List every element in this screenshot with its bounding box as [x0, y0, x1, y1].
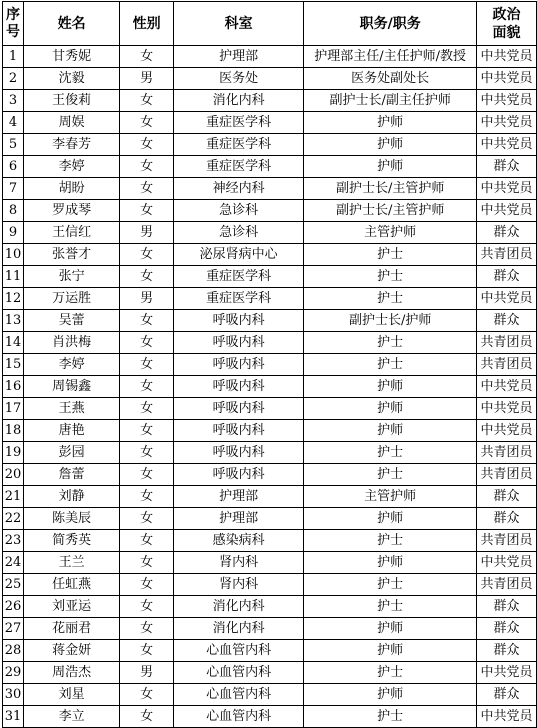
- cell-index: 30: [3, 684, 24, 706]
- cell-gender: 女: [120, 112, 174, 134]
- table-row: [3, 662, 537, 684]
- cell-position: 护士: [304, 596, 477, 618]
- header-position: 职务/职务: [304, 2, 477, 46]
- cell-name: 罗成琴: [23, 200, 119, 222]
- cell-index: 31: [3, 706, 24, 728]
- cell-name: 甘秀妮: [23, 46, 119, 68]
- table-row: [3, 68, 537, 90]
- cell-department: 肾内科: [173, 552, 303, 574]
- header-name: 姓名: [23, 2, 119, 46]
- cell-department: 呼吸内科: [173, 376, 303, 398]
- cell-department: 呼吸内科: [173, 332, 303, 354]
- cell-gender: 女: [120, 244, 174, 266]
- cell-department: 护理部: [173, 486, 303, 508]
- table-row: [3, 442, 537, 464]
- cell-index: 13: [3, 310, 24, 332]
- cell-gender: 女: [120, 354, 174, 376]
- cell-political-status: 中共党员: [477, 398, 537, 420]
- cell-political-status: 中共党员: [477, 200, 537, 222]
- cell-political-status: 中共党员: [477, 552, 537, 574]
- cell-name: 周娱: [23, 112, 119, 134]
- cell-position: 副护士长/副主任护师: [304, 90, 477, 112]
- cell-political-status: 群众: [477, 684, 537, 706]
- cell-gender: 男: [120, 222, 174, 244]
- cell-department: 消化内科: [173, 596, 303, 618]
- cell-index: 19: [3, 442, 24, 464]
- cell-department: 消化内科: [173, 618, 303, 640]
- table-row: [3, 706, 537, 728]
- cell-index: 29: [3, 662, 24, 684]
- cell-department: 呼吸内科: [173, 398, 303, 420]
- cell-position: 护理部主任/主任护师/教授: [304, 46, 477, 68]
- cell-gender: 女: [120, 552, 174, 574]
- cell-gender: 男: [120, 662, 174, 684]
- cell-political-status: 中共党员: [477, 420, 537, 442]
- header-gender: 性别: [120, 2, 174, 46]
- cell-index: 23: [3, 530, 24, 552]
- cell-gender: 女: [120, 684, 174, 706]
- cell-political-status: 中共党员: [477, 134, 537, 156]
- cell-department: 感染病科: [173, 530, 303, 552]
- cell-political-status: 中共党员: [477, 90, 537, 112]
- cell-name: 简秀英: [23, 530, 119, 552]
- cell-index: 16: [3, 376, 24, 398]
- cell-position: 护士: [304, 662, 477, 684]
- cell-position: 护士: [304, 442, 477, 464]
- cell-name: 吴蕾: [23, 310, 119, 332]
- cell-name: 王俊莉: [23, 90, 119, 112]
- cell-political-status: 共青团员: [477, 442, 537, 464]
- cell-index: 5: [3, 134, 24, 156]
- cell-index: 27: [3, 618, 24, 640]
- cell-position: 护士: [304, 266, 477, 288]
- cell-gender: 女: [120, 508, 174, 530]
- cell-department: 急诊科: [173, 200, 303, 222]
- cell-name: 周浩杰: [23, 662, 119, 684]
- cell-index: 12: [3, 288, 24, 310]
- cell-name: 彭园: [23, 442, 119, 464]
- cell-position: 护师: [304, 552, 477, 574]
- cell-gender: 女: [120, 310, 174, 332]
- cell-index: 26: [3, 596, 24, 618]
- cell-political-status: 中共党员: [477, 68, 537, 90]
- cell-name: 刘亚运: [23, 596, 119, 618]
- cell-index: 25: [3, 574, 24, 596]
- cell-index: 20: [3, 464, 24, 486]
- cell-political-status: 群众: [477, 156, 537, 178]
- cell-index: 6: [3, 156, 24, 178]
- cell-department: 心血管内科: [173, 706, 303, 728]
- cell-position: 护师: [304, 134, 477, 156]
- cell-name: 詹蕾: [23, 464, 119, 486]
- cell-gender: 女: [120, 376, 174, 398]
- cell-department: 呼吸内科: [173, 464, 303, 486]
- cell-department: 呼吸内科: [173, 420, 303, 442]
- cell-name: 万运胜: [23, 288, 119, 310]
- cell-department: 医务处: [173, 68, 303, 90]
- cell-department: 肾内科: [173, 574, 303, 596]
- cell-gender: 女: [120, 398, 174, 420]
- table-row: [3, 288, 537, 310]
- cell-gender: 女: [120, 420, 174, 442]
- cell-index: 28: [3, 640, 24, 662]
- table-row: [3, 574, 537, 596]
- cell-name: 李春芳: [23, 134, 119, 156]
- cell-gender: 女: [120, 706, 174, 728]
- cell-political-status: 共青团员: [477, 574, 537, 596]
- cell-position: 护士: [304, 530, 477, 552]
- table-row: [3, 420, 537, 442]
- cell-gender: 女: [120, 266, 174, 288]
- cell-position: 护士: [304, 464, 477, 486]
- table-row: [3, 486, 537, 508]
- cell-name: 唐艳: [23, 420, 119, 442]
- table-row: [3, 332, 537, 354]
- cell-position: 护师: [304, 684, 477, 706]
- cell-political-status: 中共党员: [477, 178, 537, 200]
- cell-index: 22: [3, 508, 24, 530]
- cell-position: 主管护师: [304, 486, 477, 508]
- cell-name: 李立: [23, 706, 119, 728]
- cell-political-status: 中共党员: [477, 288, 537, 310]
- cell-political-status: 群众: [477, 596, 537, 618]
- cell-gender: 女: [120, 134, 174, 156]
- cell-position: 护师: [304, 376, 477, 398]
- cell-position: 护士: [304, 354, 477, 376]
- header-index: 序号: [3, 2, 24, 46]
- cell-political-status: 群众: [477, 618, 537, 640]
- cell-name: 张誉才: [23, 244, 119, 266]
- cell-name: 刘静: [23, 486, 119, 508]
- cell-name: 刘星: [23, 684, 119, 706]
- cell-gender: 男: [120, 288, 174, 310]
- cell-gender: 女: [120, 332, 174, 354]
- cell-gender: 女: [120, 156, 174, 178]
- table-row: [3, 134, 537, 156]
- table-row: [3, 222, 537, 244]
- cell-name: 陈美辰: [23, 508, 119, 530]
- cell-index: 9: [3, 222, 24, 244]
- table-row: [3, 596, 537, 618]
- cell-political-status: 共青团员: [477, 354, 537, 376]
- table-row: [3, 266, 537, 288]
- staff-table: [2, 1, 537, 728]
- cell-position: 护师: [304, 618, 477, 640]
- cell-department: 心血管内科: [173, 684, 303, 706]
- cell-department: 心血管内科: [173, 662, 303, 684]
- cell-index: 24: [3, 552, 24, 574]
- cell-department: 重症医学科: [173, 266, 303, 288]
- cell-position: 护士: [304, 332, 477, 354]
- table-row: [3, 156, 537, 178]
- cell-name: 李婷: [23, 354, 119, 376]
- cell-department: 重症医学科: [173, 288, 303, 310]
- cell-department: 重症医学科: [173, 112, 303, 134]
- cell-position: 护师: [304, 640, 477, 662]
- cell-political-status: 共青团员: [477, 464, 537, 486]
- cell-department: 呼吸内科: [173, 442, 303, 464]
- cell-position: 副护士长/主管护师: [304, 200, 477, 222]
- cell-gender: 女: [120, 596, 174, 618]
- cell-name: 王信红: [23, 222, 119, 244]
- cell-position: 主管护师: [304, 222, 477, 244]
- table-row: [3, 244, 537, 266]
- cell-name: 任虹燕: [23, 574, 119, 596]
- table-row: [3, 464, 537, 486]
- header-row: [3, 2, 537, 46]
- cell-gender: 女: [120, 574, 174, 596]
- cell-political-status: 群众: [477, 508, 537, 530]
- cell-name: 张宁: [23, 266, 119, 288]
- cell-index: 10: [3, 244, 24, 266]
- cell-political-status: 共青团员: [477, 530, 537, 552]
- cell-political-status: 中共党员: [477, 376, 537, 398]
- table-row: [3, 112, 537, 134]
- cell-index: 18: [3, 420, 24, 442]
- cell-department: 心血管内科: [173, 640, 303, 662]
- cell-index: 7: [3, 178, 24, 200]
- table-row: [3, 508, 537, 530]
- cell-political-status: 共青团员: [477, 332, 537, 354]
- table-row: [3, 354, 537, 376]
- cell-name: 周锡鑫: [23, 376, 119, 398]
- cell-position: 护师: [304, 508, 477, 530]
- cell-department: 呼吸内科: [173, 310, 303, 332]
- cell-department: 重症医学科: [173, 134, 303, 156]
- cell-department: 护理部: [173, 508, 303, 530]
- cell-position: 护师: [304, 398, 477, 420]
- cell-position: 护士: [304, 288, 477, 310]
- cell-department: 呼吸内科: [173, 354, 303, 376]
- cell-name: 蒋金妍: [23, 640, 119, 662]
- cell-name: 沈毅: [23, 68, 119, 90]
- cell-position: 护士: [304, 244, 477, 266]
- cell-gender: 女: [120, 90, 174, 112]
- cell-political-status: 中共党员: [477, 662, 537, 684]
- cell-gender: 女: [120, 178, 174, 200]
- cell-political-status: 共青团员: [477, 244, 537, 266]
- cell-index: 17: [3, 398, 24, 420]
- table-row: [3, 552, 537, 574]
- cell-department: 神经内科: [173, 178, 303, 200]
- cell-index: 15: [3, 354, 24, 376]
- table-row: [3, 398, 537, 420]
- cell-position: 护师: [304, 156, 477, 178]
- cell-political-status: 群众: [477, 310, 537, 332]
- cell-department: 重症医学科: [173, 156, 303, 178]
- cell-gender: 男: [120, 68, 174, 90]
- cell-gender: 女: [120, 464, 174, 486]
- cell-department: 急诊科: [173, 222, 303, 244]
- cell-gender: 女: [120, 200, 174, 222]
- cell-department: 泌尿肾病中心: [173, 244, 303, 266]
- table-row: [3, 178, 537, 200]
- cell-political-status: 中共党员: [477, 46, 537, 68]
- cell-political-status: 群众: [477, 266, 537, 288]
- table-row: [3, 90, 537, 112]
- table-row: [3, 200, 537, 222]
- cell-gender: 女: [120, 486, 174, 508]
- cell-position: 副护士长/护师: [304, 310, 477, 332]
- cell-name: 胡盼: [23, 178, 119, 200]
- table-row: [3, 618, 537, 640]
- table-row: [3, 310, 537, 332]
- cell-index: 1: [3, 46, 24, 68]
- table-row: [3, 530, 537, 552]
- header-political-status: 政治面貌: [477, 2, 537, 46]
- cell-department: 护理部: [173, 46, 303, 68]
- cell-index: 4: [3, 112, 24, 134]
- cell-index: 14: [3, 332, 24, 354]
- cell-position: 护士: [304, 706, 477, 728]
- cell-department: 消化内科: [173, 90, 303, 112]
- cell-name: 花丽君: [23, 618, 119, 640]
- cell-index: 2: [3, 68, 24, 90]
- cell-position: 护士: [304, 574, 477, 596]
- cell-index: 21: [3, 486, 24, 508]
- cell-name: 李婷: [23, 156, 119, 178]
- cell-name: 肖洪梅: [23, 332, 119, 354]
- table-row: [3, 684, 537, 706]
- cell-gender: 女: [120, 442, 174, 464]
- cell-political-status: 群众: [477, 222, 537, 244]
- cell-gender: 女: [120, 46, 174, 68]
- cell-position: 护师: [304, 112, 477, 134]
- table-row: [3, 376, 537, 398]
- cell-gender: 女: [120, 618, 174, 640]
- cell-gender: 女: [120, 640, 174, 662]
- cell-index: 8: [3, 200, 24, 222]
- header-department: 科室: [173, 2, 303, 46]
- table-row: [3, 640, 537, 662]
- cell-political-status: 群众: [477, 640, 537, 662]
- cell-position: 护师: [304, 420, 477, 442]
- cell-name: 王燕: [23, 398, 119, 420]
- cell-position: 副护士长/主管护师: [304, 178, 477, 200]
- cell-political-status: 中共党员: [477, 706, 537, 728]
- cell-index: 11: [3, 266, 24, 288]
- cell-position: 医务处副处长: [304, 68, 477, 90]
- cell-name: 王兰: [23, 552, 119, 574]
- cell-political-status: 中共党员: [477, 112, 537, 134]
- cell-index: 3: [3, 90, 24, 112]
- cell-gender: 女: [120, 530, 174, 552]
- table-row: [3, 46, 537, 68]
- cell-political-status: 群众: [477, 486, 537, 508]
